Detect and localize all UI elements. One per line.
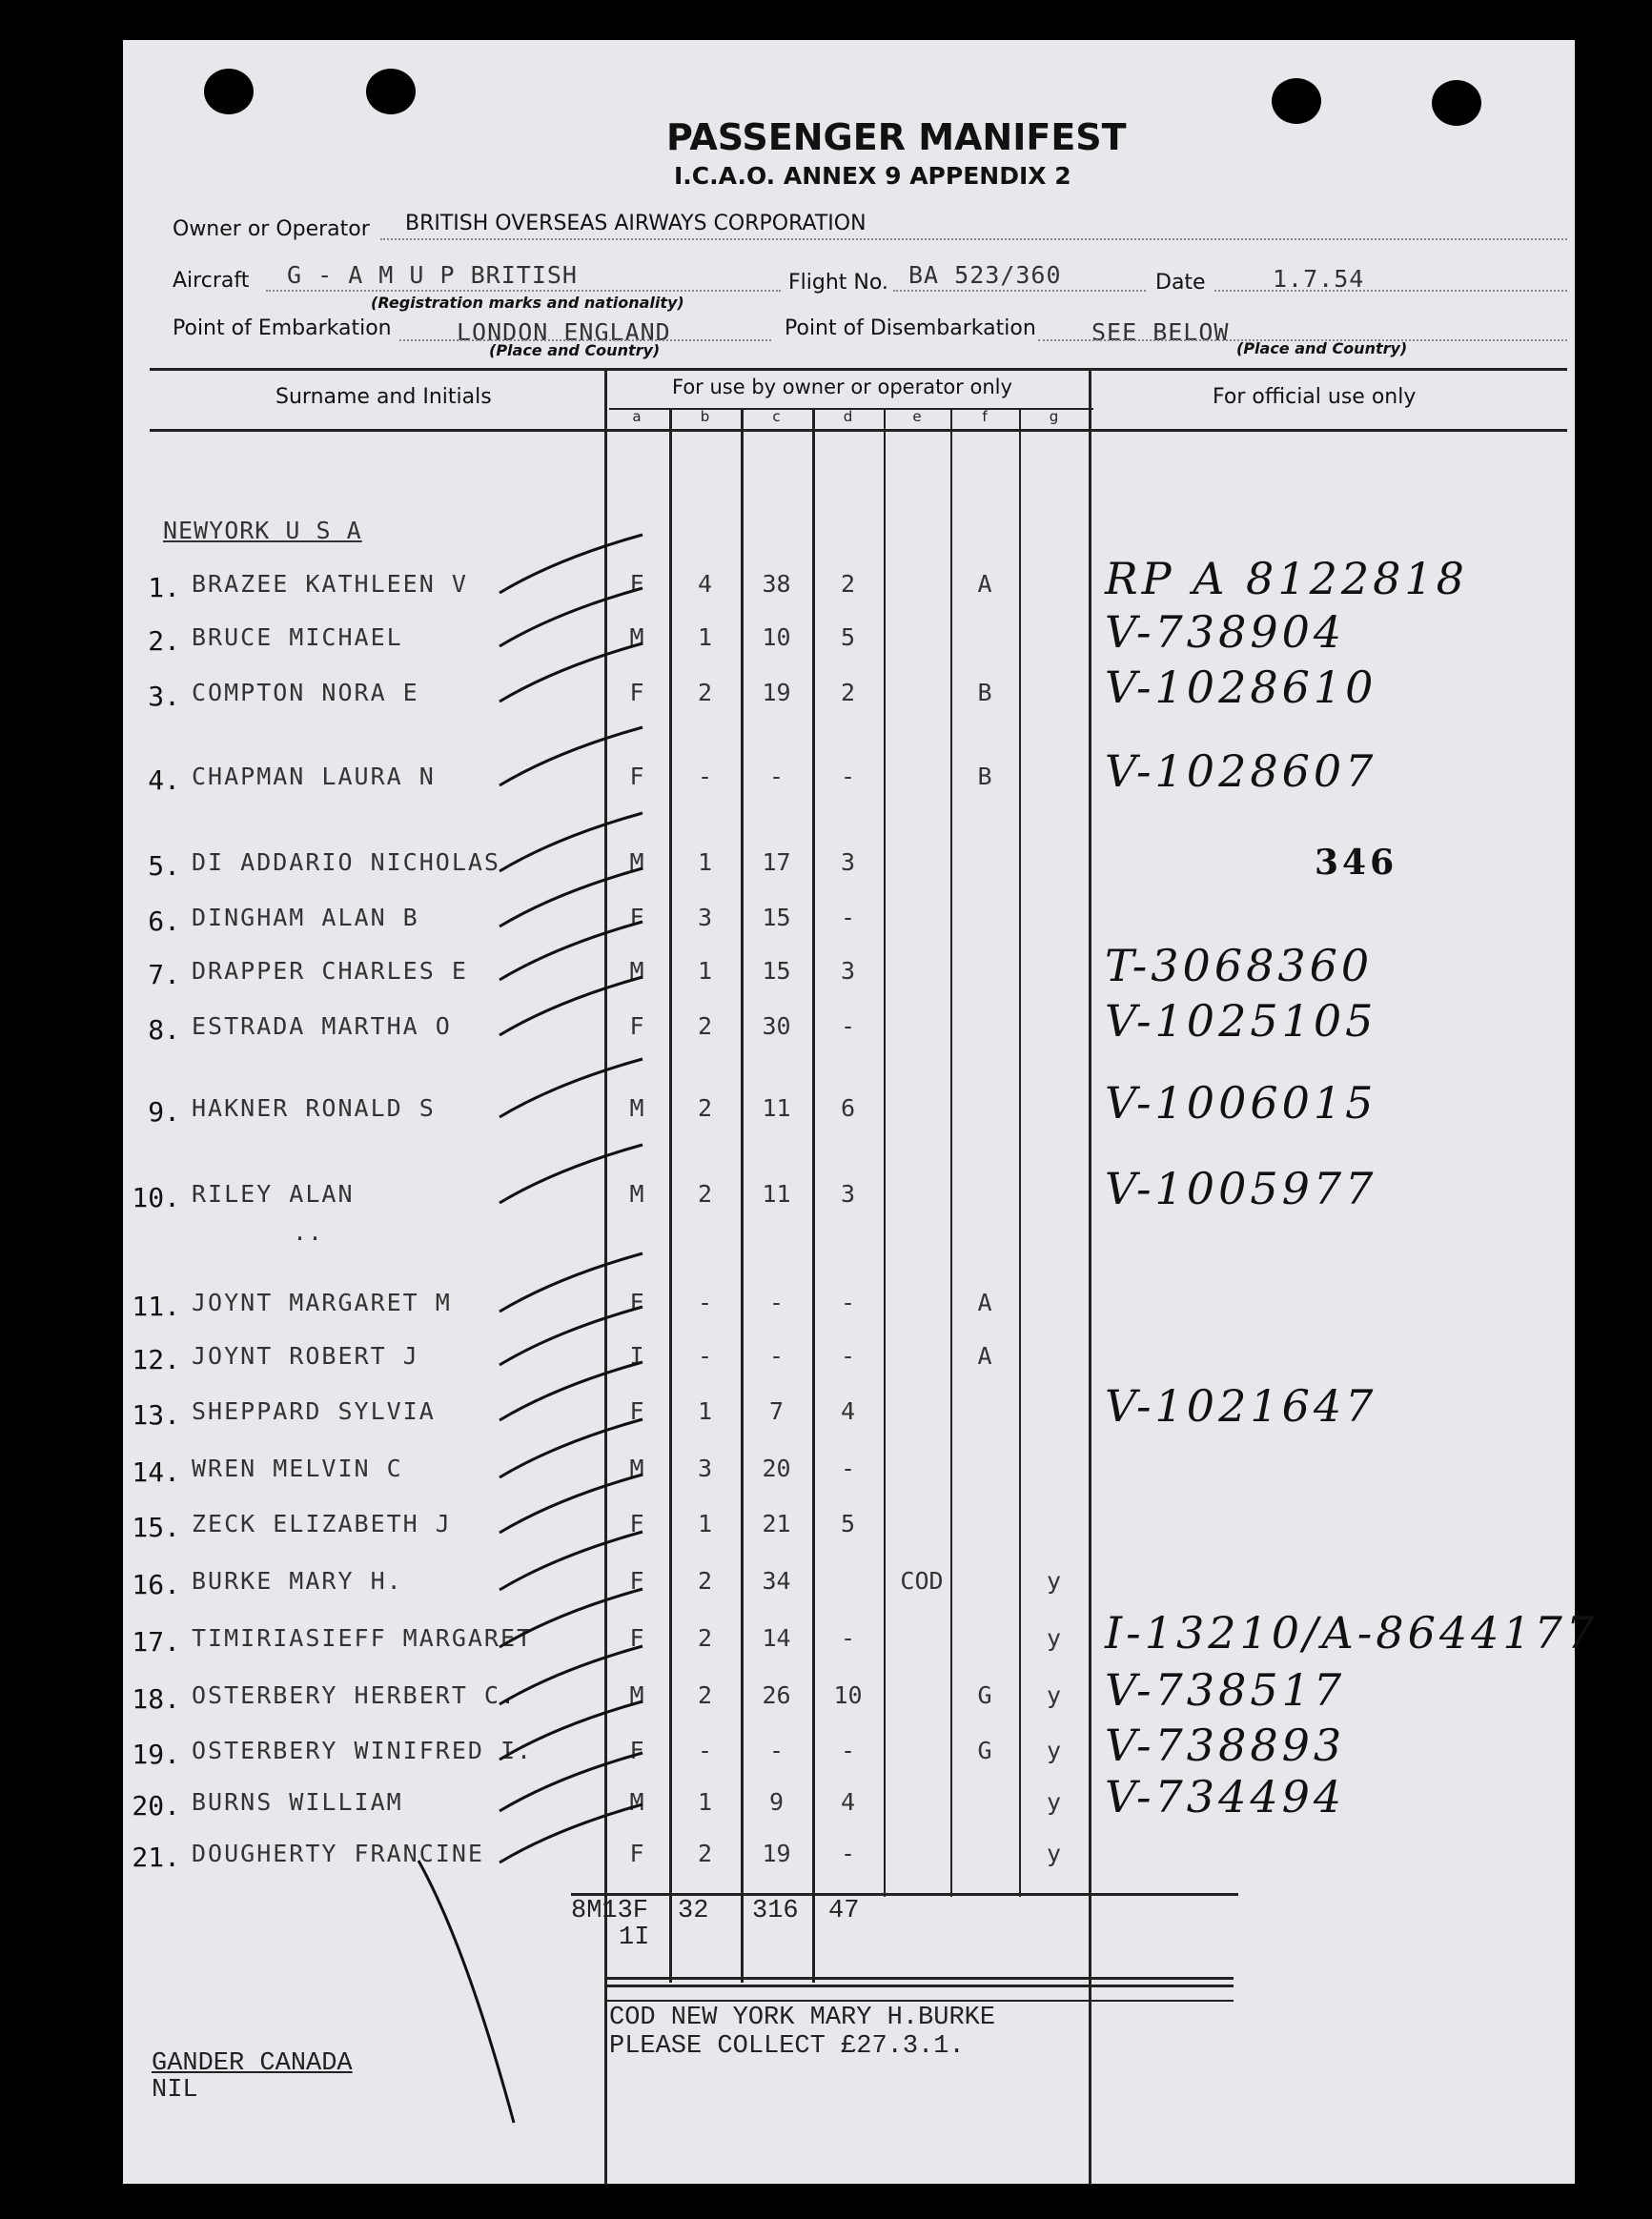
official-number: V-738893 <box>1105 1720 1346 1771</box>
passenger-col-a: I <box>629 1342 644 1370</box>
passenger-col-b: 2 <box>697 1094 713 1122</box>
passenger-col-d: - <box>840 1012 856 1040</box>
passenger-number: 2. <box>148 625 180 657</box>
passenger-col-f: A <box>977 1289 992 1316</box>
pen-tick <box>500 1059 642 1117</box>
column-header-a: a <box>632 408 642 425</box>
cod-note-line2: PLEASE COLLECT £27.3.1. <box>609 2032 965 2061</box>
passenger-name: ZECK ELIZABETH J <box>192 1510 452 1537</box>
pen-tick <box>500 1753 642 1811</box>
passenger-col-g: y <box>1046 1840 1062 1867</box>
passenger-col-d: - <box>840 1840 856 1867</box>
passenger-number: 4. <box>148 764 180 796</box>
passenger-col-b: 2 <box>697 1681 713 1709</box>
passenger-number: 11. <box>132 1291 180 1322</box>
passenger-col-a: F <box>629 763 644 790</box>
official-use-header: For official use only <box>1213 385 1417 409</box>
passenger-number: 5. <box>148 850 180 882</box>
gander-line2: NIL <box>152 2076 198 2105</box>
passenger-col-b: 3 <box>697 1455 713 1482</box>
passenger-col-f: B <box>977 679 992 706</box>
passenger-col-c: 19 <box>762 1840 791 1867</box>
passenger-col-c: 9 <box>768 1788 785 1816</box>
aircraft-value: G - A M U P BRITISH <box>287 261 578 289</box>
passenger-col-b: 1 <box>697 957 713 985</box>
owner-label: Owner or Operator <box>173 217 370 241</box>
official-number: RP A 8122818 <box>1105 553 1468 604</box>
passenger-col-d: 3 <box>840 1180 856 1208</box>
disembark-value: SEE BELOW <box>1091 318 1230 346</box>
passenger-col-d: - <box>840 1737 856 1764</box>
total-d: 47 <box>828 1897 860 1925</box>
passenger-col-d: - <box>840 1342 856 1370</box>
passenger-col-d: - <box>840 1624 856 1652</box>
passenger-col-b: 2 <box>697 1180 713 1208</box>
passenger-col-g: y <box>1046 1681 1062 1709</box>
passenger-name: CHAPMAN LAURA N <box>192 763 436 790</box>
passenger-number: 21. <box>132 1842 180 1873</box>
passenger-col-c: 14 <box>762 1624 791 1652</box>
passenger-name: BRUCE MICHAEL <box>192 623 403 651</box>
passenger-col-g: y <box>1046 1788 1062 1816</box>
page-subtitle: I.C.A.O. ANNEX 9 APPENDIX 2 <box>674 162 1071 190</box>
pen-tick <box>500 868 642 926</box>
passenger-number: 18. <box>132 1683 180 1715</box>
passenger-number: 7. <box>148 959 180 990</box>
passenger-col-a: F <box>629 1289 644 1316</box>
official-number: V-738904 <box>1105 606 1346 658</box>
passenger-col-d: 6 <box>840 1094 856 1122</box>
passenger-col-a: F <box>629 1012 644 1040</box>
disembark-note: (Place and Country) <box>1236 339 1408 357</box>
passenger-col-b: 3 <box>697 904 713 931</box>
passenger-col-a: M <box>629 1180 644 1208</box>
passenger-name: BRAZEE KATHLEEN V <box>192 570 468 598</box>
passenger-col-f: B <box>977 763 992 790</box>
passenger-col-c: 19 <box>762 679 791 706</box>
passenger-number: 8. <box>148 1014 180 1046</box>
pen-tick <box>500 1419 642 1477</box>
passenger-col-f: A <box>977 570 992 598</box>
passenger-name: JOYNT ROBERT J <box>192 1342 419 1370</box>
flight-value: BA 523/360 <box>908 261 1062 289</box>
pen-tick <box>500 1804 642 1863</box>
passenger-col-e: COD <box>900 1567 944 1595</box>
passenger-col-d: 4 <box>840 1788 856 1816</box>
total-a2: 1I <box>619 1924 650 1952</box>
date-value: 1.7.54 <box>1273 265 1365 293</box>
pen-tick <box>500 1701 642 1760</box>
passenger-name: WREN MELVIN C <box>192 1455 403 1482</box>
pen-tick <box>500 1532 642 1590</box>
official-number: V-1021647 <box>1105 1380 1377 1432</box>
total-a: 8M13F <box>571 1897 649 1925</box>
passenger-name: DI ADDARIO NICHOLAS <box>192 848 500 876</box>
passenger-col-a: F <box>629 1737 644 1764</box>
manifest-page <box>123 40 1599 2184</box>
official-number: T-3068360 <box>1105 940 1374 991</box>
passenger-col-c: 34 <box>762 1567 791 1595</box>
passenger-number: 12. <box>132 1344 180 1375</box>
passenger-col-c: 17 <box>762 848 791 876</box>
passenger-col-d: - <box>840 1289 856 1316</box>
passenger-col-c: - <box>768 1342 785 1370</box>
pen-tick <box>500 1475 642 1533</box>
column-header-b: b <box>700 408 710 425</box>
passenger-name: DOUGHERTY FRANCINE <box>192 1840 484 1867</box>
owner-use-header: For use by owner or operator only <box>672 376 1012 398</box>
column-header-e: e <box>912 408 922 425</box>
passenger-col-c: 26 <box>762 1681 791 1709</box>
passenger-col-a: F <box>629 904 644 931</box>
passenger-col-b: - <box>697 763 713 790</box>
pen-tick <box>500 535 642 593</box>
official-number: V-738517 <box>1105 1664 1346 1716</box>
passenger-col-a: M <box>629 848 644 876</box>
pen-tick <box>500 977 642 1035</box>
official-number: I-13210/A-8644177 <box>1105 1607 1599 1659</box>
column-header-c: c <box>772 408 781 425</box>
disembark-label: Point of Disembarkation <box>785 316 1036 340</box>
passenger-col-g: y <box>1046 1624 1062 1652</box>
pen-tick-marks <box>123 40 1575 2184</box>
passenger-col-b: 2 <box>697 1840 713 1867</box>
date-label: Date <box>1155 271 1206 295</box>
passenger-col-a: M <box>629 1681 644 1709</box>
passenger-col-c: 15 <box>762 904 791 931</box>
passenger-number: 9. <box>148 1096 180 1128</box>
passenger-col-a: F <box>629 1397 644 1425</box>
passenger-col-b: 2 <box>697 1624 713 1652</box>
pen-long-stroke <box>418 1861 514 2123</box>
passenger-col-c: 30 <box>762 1012 791 1040</box>
passenger-col-c: - <box>768 763 785 790</box>
passenger-col-b: 2 <box>697 1567 713 1595</box>
pen-tick <box>500 1253 642 1312</box>
passenger-col-c: 10 <box>762 623 791 651</box>
passenger-col-d: 3 <box>840 848 856 876</box>
official-number: V-1028610 <box>1105 662 1377 713</box>
official-number: V-1025105 <box>1105 995 1377 1047</box>
pen-tick <box>500 922 642 980</box>
passenger-col-c: 11 <box>762 1094 791 1122</box>
pen-tick <box>500 1646 642 1704</box>
passenger-col-d: 3 <box>840 957 856 985</box>
pen-tick <box>500 1145 642 1203</box>
passenger-col-d: 5 <box>840 623 856 651</box>
passenger-number: 17. <box>132 1626 180 1658</box>
passenger-number: 14. <box>132 1456 180 1488</box>
passenger-name: DINGHAM ALAN B <box>192 904 419 931</box>
passenger-col-a: F <box>629 1567 644 1595</box>
page-title: PASSENGER MANIFEST <box>666 116 1127 158</box>
aircraft-note: (Registration marks and nationality) <box>371 294 684 312</box>
passenger-col-b: - <box>697 1342 713 1370</box>
passenger-col-d: 2 <box>840 570 856 598</box>
passenger-col-f: G <box>977 1681 992 1709</box>
passenger-col-c: 11 <box>762 1180 791 1208</box>
gander-line1: GANDER CANADA <box>152 2049 353 2078</box>
passenger-number: 1. <box>148 572 180 603</box>
passenger-col-b: - <box>697 1737 713 1764</box>
passenger-col-a: M <box>629 1788 644 1816</box>
owner-value: BRITISH OVERSEAS AIRWAYS CORPORATION <box>405 212 867 235</box>
passenger-number: 16. <box>132 1569 180 1600</box>
passenger-col-a: M <box>629 623 644 651</box>
passenger-col-c: 38 <box>762 570 791 598</box>
passenger-col-c: 20 <box>762 1455 791 1482</box>
passenger-col-b: 1 <box>697 1397 713 1425</box>
pen-tick <box>500 1589 642 1647</box>
passenger-name: DRAPPER CHARLES E <box>192 957 468 985</box>
passenger-col-d: 2 <box>840 679 856 706</box>
embark-value: LONDON ENGLAND <box>457 318 671 346</box>
column-header-f: f <box>982 408 988 425</box>
embark-note: (Place and Country) <box>489 341 661 359</box>
passenger-col-b: 1 <box>697 1510 713 1537</box>
passenger-name: TIMIRIASIEFF MARGARET <box>192 1624 534 1652</box>
passenger-col-a: F <box>629 1624 644 1652</box>
pen-tick <box>500 727 642 785</box>
passenger-col-c: - <box>768 1737 785 1764</box>
pen-tick <box>500 813 642 871</box>
total-b: 32 <box>678 1897 709 1925</box>
aircraft-label: Aircraft <box>173 269 250 293</box>
passenger-name: HAKNER RONALD S <box>192 1094 436 1122</box>
passenger-number: 3. <box>148 681 180 712</box>
passenger-col-g: y <box>1046 1567 1062 1595</box>
passenger-col-f: G <box>977 1737 992 1764</box>
total-c: 316 <box>752 1897 799 1925</box>
passenger-name: OSTERBERY HERBERT C. <box>192 1681 518 1709</box>
passenger-name: JOYNT MARGARET M <box>192 1289 452 1316</box>
passenger-col-a: M <box>629 957 644 985</box>
passenger-col-d: - <box>840 904 856 931</box>
passenger-number: 15. <box>132 1512 180 1543</box>
passenger-col-a: F <box>629 570 644 598</box>
passenger-col-b: 2 <box>697 679 713 706</box>
passenger-col-g: y <box>1046 1737 1062 1764</box>
passenger-col-f: A <box>977 1342 992 1370</box>
passenger-number: 20. <box>132 1790 180 1822</box>
passenger-col-d: - <box>840 1455 856 1482</box>
passenger-col-c: 15 <box>762 957 791 985</box>
official-number: V-1006015 <box>1105 1077 1377 1129</box>
passenger-name: SHEPPARD SYLVIA <box>192 1397 436 1425</box>
passenger-col-a: M <box>629 1094 644 1122</box>
passenger-col-b: 1 <box>697 1788 713 1816</box>
official-number: V-1028607 <box>1105 745 1377 797</box>
embark-label: Point of Embarkation <box>173 316 392 340</box>
passenger-col-b: - <box>697 1289 713 1316</box>
passenger-col-a: F <box>629 1840 644 1867</box>
official-number: V-1005977 <box>1105 1163 1377 1214</box>
pen-tick <box>500 643 642 702</box>
column-header-g: g <box>1049 408 1059 425</box>
passenger-col-d: 5 <box>840 1510 856 1537</box>
passenger-col-b: 1 <box>697 848 713 876</box>
flight-label: Flight No. <box>788 271 888 295</box>
passenger-col-a: F <box>629 679 644 706</box>
passenger-col-a: F <box>629 1510 644 1537</box>
passenger-col-b: 2 <box>697 1012 713 1040</box>
passenger-col-d: 10 <box>833 1681 863 1709</box>
passenger-col-b: 4 <box>697 570 713 598</box>
passenger-number: 10. <box>132 1182 180 1213</box>
official-number: 346 <box>1315 843 1398 883</box>
cod-note-line1: COD NEW YORK MARY H.BURKE <box>609 2004 996 2032</box>
spacer-dots: .. <box>293 1218 324 1246</box>
passenger-col-a: M <box>629 1455 644 1482</box>
passenger-number: 19. <box>132 1739 180 1770</box>
passenger-col-c: - <box>768 1289 785 1316</box>
passenger-name: COMPTON NORA E <box>192 679 419 706</box>
official-number: V-734494 <box>1105 1771 1346 1822</box>
pen-tick <box>500 1362 642 1420</box>
passenger-number: 6. <box>148 906 180 937</box>
passenger-name: BURKE MARY H. <box>192 1567 403 1595</box>
passenger-name: OSTERBERY WINIFRED I. <box>192 1737 534 1764</box>
passenger-number: 13. <box>132 1399 180 1431</box>
pen-tick <box>500 588 642 646</box>
passenger-name: ESTRADA MARTHA O <box>192 1012 452 1040</box>
passenger-col-d: 4 <box>840 1397 856 1425</box>
passenger-name: BURNS WILLIAM <box>192 1788 403 1816</box>
surname-header: Surname and Initials <box>275 385 492 409</box>
section-newyork: NEWYORK U S A <box>163 517 362 544</box>
passenger-col-d: - <box>840 763 856 790</box>
passenger-col-b: 1 <box>697 623 713 651</box>
passenger-col-c: 21 <box>762 1510 791 1537</box>
pen-tick <box>500 1307 642 1365</box>
column-header-d: d <box>843 408 853 425</box>
passenger-col-c: 7 <box>768 1397 785 1425</box>
passenger-name: RILEY ALAN <box>192 1180 355 1208</box>
